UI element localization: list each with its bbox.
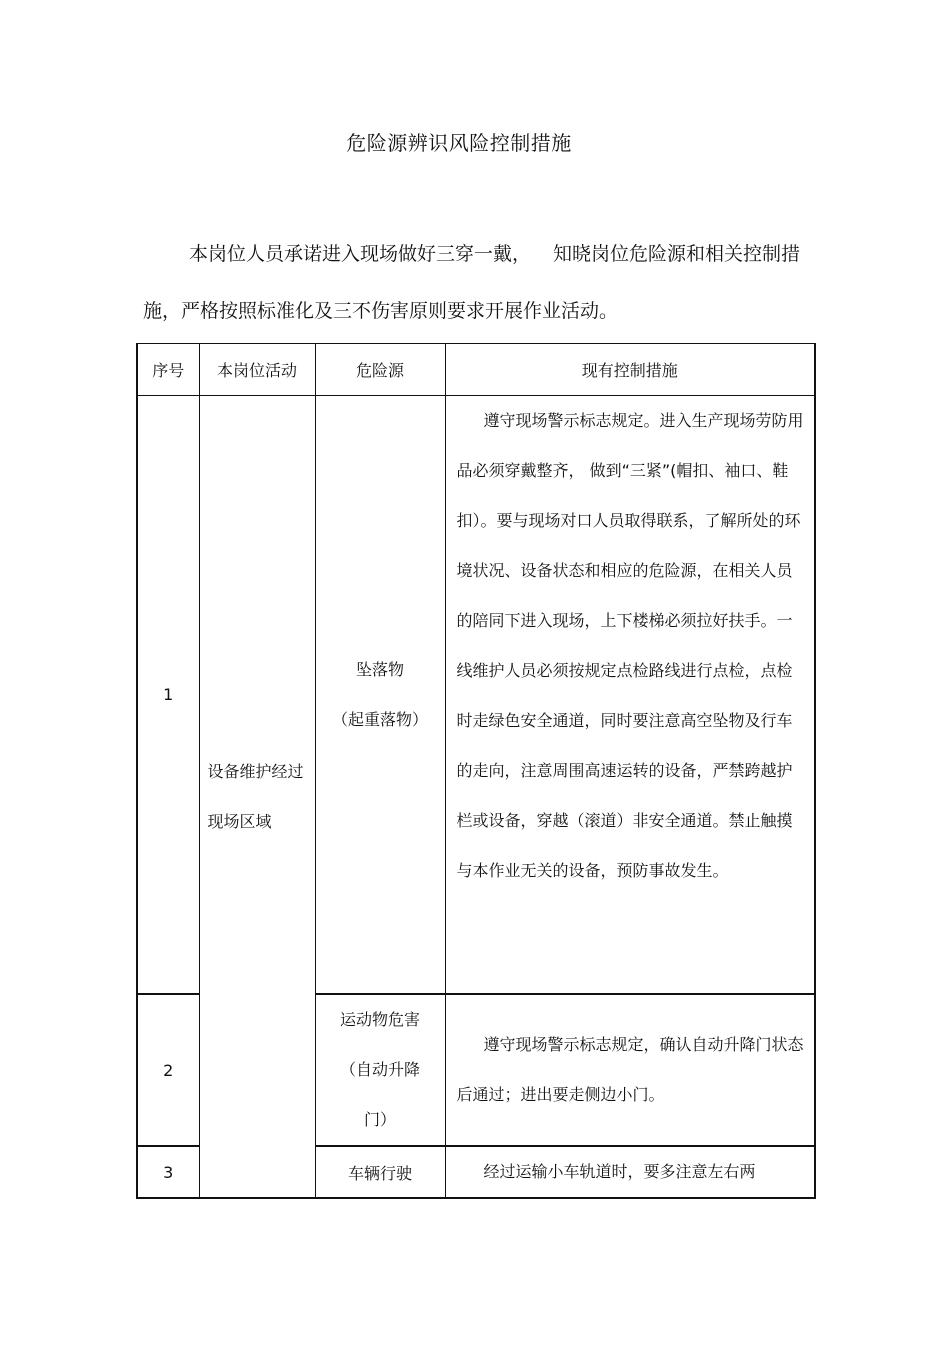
hazard-cell: 车辆行驶 bbox=[315, 1146, 445, 1198]
hazard-cell bbox=[315, 396, 445, 995]
measure-cell: 经过运输小车轨道时，要多注意左右两 bbox=[445, 1146, 815, 1198]
row-number: 3 bbox=[137, 1146, 199, 1198]
header-measures: 现有控制措施 bbox=[445, 344, 815, 396]
header-activity: 本岗位活动 bbox=[199, 344, 315, 396]
hazard-line: （自动升降 bbox=[339, 1060, 420, 1079]
intro-paragraph bbox=[143, 226, 815, 340]
page-title: 危险源辨识风险控制措施 bbox=[346, 131, 572, 155]
header-no: 序号 bbox=[137, 344, 199, 396]
hazard-line: 门） bbox=[363, 1110, 396, 1129]
hazard-line: 运动物危害 bbox=[339, 1010, 420, 1029]
hazard-control-table bbox=[136, 343, 816, 1199]
row-number: 1 bbox=[137, 396, 199, 995]
table-header-row bbox=[137, 344, 815, 396]
row-number: 2 bbox=[137, 994, 199, 1146]
measure-cell: 遵守现场警示标志规定，确认自动升降门状态后通过；进出要走侧边小门。 bbox=[445, 994, 815, 1146]
header-hazard: 危险源 bbox=[315, 344, 445, 396]
hazard-line: 坠落物 bbox=[355, 659, 404, 679]
table-row bbox=[137, 396, 815, 995]
measure-cell: 遵守现场警示标志规定。进入生产现场劳防用品必须穿戴整齐， 做到“三紧”(帽扣、袖口、鞋扣）。要与现场对口人员取得联系，了解所处的环境状况、设备状态和相应的危险源，在相关人员的陪同下进入现场，上下楼梯必须拉好扶手。一线维护人员必须按规定点检路线进行点检，点检时走绿色安全通道，同时要注意高空坠物及行车的走向，注意周围高速运转的设备，严禁跨越护栏或设备，穿越（滚道）非安全通道。禁止触摸与本作业无关的设备，预防事故发生。 bbox=[445, 396, 815, 995]
hazard-line: （起重落物） bbox=[331, 709, 428, 729]
activity-cell: 设备维护经过现场区域 bbox=[199, 396, 315, 1199]
hazard-cell bbox=[315, 994, 445, 1146]
intro-text-part2: 知晓岗位危险源和相关控制措施，严格按照标准化及三不伤害原则要求开展作业活动。 bbox=[143, 243, 801, 322]
intro-text-part1: 本岗位人员承诺进入现场做好三穿一戴， bbox=[189, 243, 532, 265]
